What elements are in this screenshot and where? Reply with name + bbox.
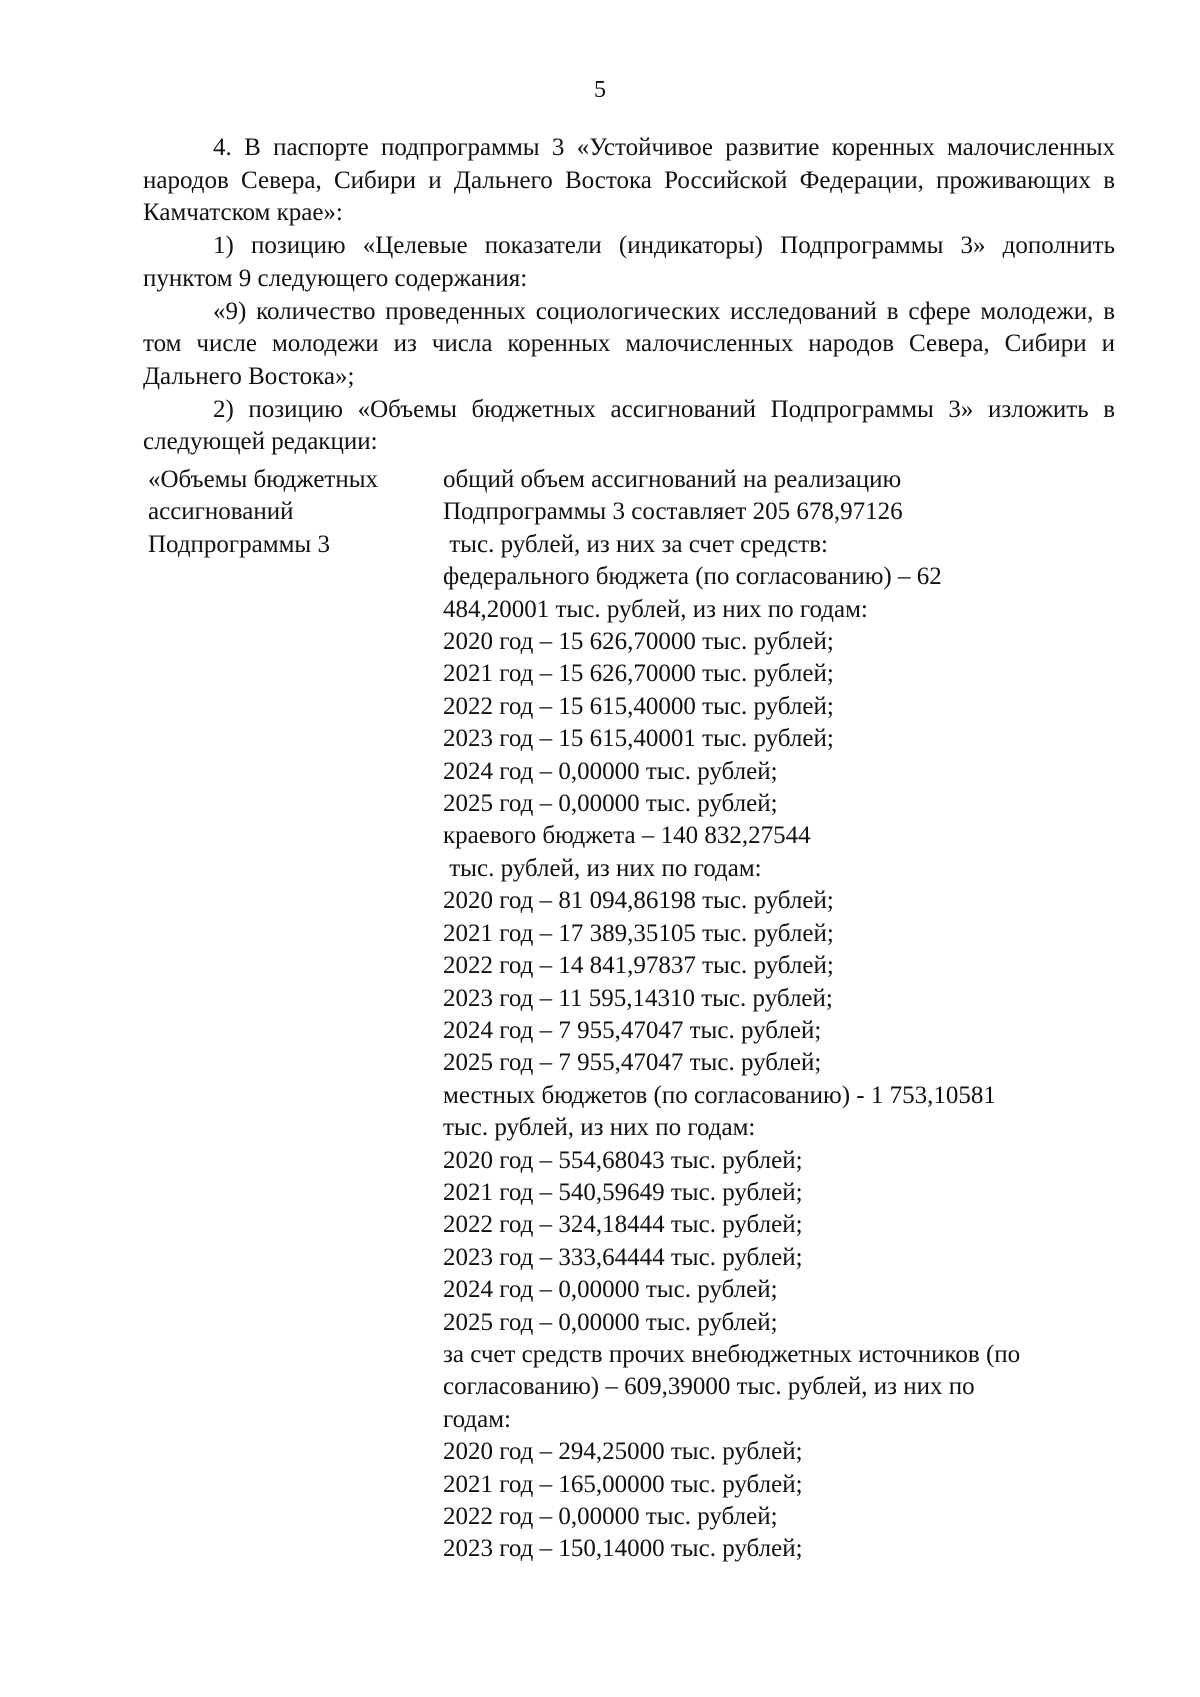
table-value-line: 2021 год – 17 389,35105 тыс. рублей; [443, 919, 834, 947]
table-value-line: 2020 год – 81 094,86198 тыс. рублей; [443, 887, 834, 915]
table-value-line: согласованию) – 609,39000 тыс. рублей, из них по [443, 1373, 975, 1401]
paragraph-3: «9) количество проведенных социологических исследований в сфере молодежи, в том числе молодежи из числа коренных малочисленных народов Севера, Сибири и Дальнего Востока»; [143, 297, 1115, 390]
table-value-line: тыс. рублей, из них за счет средств: [443, 530, 828, 558]
table-value-line: 2022 год – 14 841,97837 тыс. рублей; [443, 952, 834, 980]
table-label-line: Подпрограммы 3 [148, 530, 330, 558]
table-value-line: 2024 год – 7 955,47047 тыс. рублей; [443, 1016, 822, 1044]
table-value-line: 2024 год – 0,00000 тыс. рублей; [443, 757, 778, 785]
table-value-line: 2025 год – 7 955,47047 тыс. рублей; [443, 1049, 822, 1077]
document-body [143, 132, 1115, 459]
table-label-line: ассигнований [148, 498, 294, 526]
paragraph-4: 2) позицию «Объемы бюджетных ассигнований Подпрограммы 3» изложить в следующей редакции: [143, 395, 1115, 456]
table-value-line: 2024 год – 0,00000 тыс. рублей; [443, 1276, 778, 1304]
table-value-line: 2021 год – 15 626,70000 тыс. рублей; [443, 660, 834, 688]
table-value-line: годам: [443, 1405, 511, 1433]
table-value-line: 2022 год – 324,18444 тыс. рублей; [443, 1211, 803, 1239]
table-value-line: 2020 год – 15 626,70000 тыс. рублей; [443, 628, 834, 656]
table-value-line: общий объем ассигнований на реализацию [443, 466, 902, 493]
table-value-line: 2021 год – 540,59649 тыс. рублей; [443, 1178, 803, 1206]
table-value-line: 2022 год – 0,00000 тыс. рублей; [443, 1503, 778, 1530]
table-value-line: 2025 год – 0,00000 тыс. рублей; [443, 1308, 778, 1336]
table-value-line: 2023 год – 150,14000 тыс. рублей; [443, 1535, 803, 1563]
table-value-line: 2023 год – 11 595,14310 тыс. рублей; [443, 984, 833, 1012]
table-value-line: тыс. рублей, из них по годам: [443, 854, 762, 882]
table-value-line: Подпрограммы 3 составляет 205 678,97126 [443, 498, 903, 526]
page-number: 5 [594, 77, 606, 103]
table-value-line: федерального бюджета (по согласованию) – 62 [443, 563, 942, 591]
table-label-line: «Объемы бюджетных [148, 466, 379, 493]
table-label-cell [148, 464, 418, 561]
table-value-line: 2020 год – 294,25000 тыс. рублей; [443, 1438, 803, 1466]
table-value-line: 2021 год – 165,00000 тыс. рублей; [443, 1470, 803, 1498]
table-value-cell [443, 464, 1123, 1566]
table-value-line: 2020 год – 554,68043 тыс. рублей; [443, 1146, 803, 1174]
table-value-line: 484,20001 тыс. рублей, из них по годам: [443, 595, 868, 623]
table-value-line: за счет средств прочих внебюджетных источников (по [443, 1340, 1021, 1368]
table-value-line: 2025 год – 0,00000 тыс. рублей; [443, 790, 778, 818]
paragraph-1: 4. В паспорте подпрограммы 3 «Устойчивое развитие коренных малочисленных народов Севера, Сибири и Дальнего Востока Российской Федерации, проживающих в Камчатском крае»: [143, 134, 1115, 227]
table-value-line: краевого бюджета – 140 832,27544 [443, 822, 811, 850]
table-value-line: 2022 год – 15 615,40000 тыс. рублей; [443, 692, 834, 720]
table-value-line: тыс. рублей, из них по годам: [443, 1114, 756, 1142]
table-value-line: 2023 год – 333,64444 тыс. рублей; [443, 1243, 803, 1271]
table-value-line: местных бюджетов (по согласованию) - 1 753,10581 [443, 1081, 996, 1109]
paragraph-2: 1) позицию «Целевые показатели (индикаторы) Подпрограммы 3» дополнить пунктом 9 следующего содержания: [143, 232, 1115, 292]
table-value-line: 2023 год – 15 615,40001 тыс. рублей; [443, 725, 834, 753]
